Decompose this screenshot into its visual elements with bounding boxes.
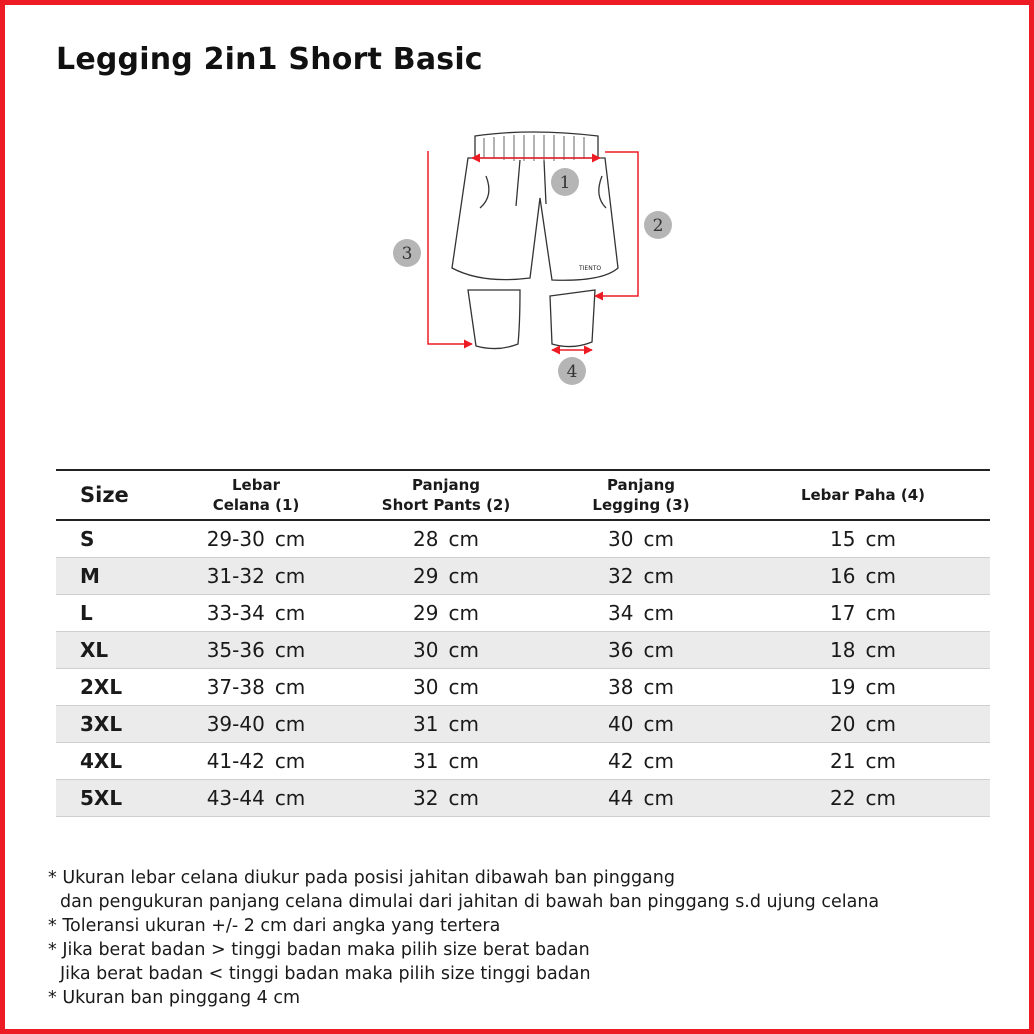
cell-lebar-celana — [166, 669, 346, 706]
measurement-value: 34 — [608, 601, 634, 625]
measurement-value: 16 — [830, 564, 856, 588]
note-line: Jika berat badan < tinggi badan maka pilih size tinggi badan — [60, 964, 591, 984]
cell-lebar-paha — [736, 780, 990, 817]
cell-size: 2XL — [56, 669, 166, 706]
cell-lebar-paha — [736, 743, 990, 780]
note-line: * Ukuran ban pinggang 4 cm — [48, 988, 300, 1008]
unit-label: cm — [274, 601, 306, 625]
measurement-marker-1 — [551, 168, 579, 196]
unit-label: cm — [865, 564, 896, 588]
shorts-measurement-diagram — [380, 118, 680, 398]
shorts-outline — [452, 132, 618, 349]
cell-panjang-legging — [546, 632, 736, 669]
cell-size: 3XL — [56, 706, 166, 743]
unit-label: cm — [448, 564, 479, 588]
cell-size: 5XL — [56, 780, 166, 817]
unit-label: cm — [274, 675, 306, 699]
cell-panjang-short-pants — [346, 595, 546, 632]
measurement-value: 18 — [830, 638, 856, 662]
measurement-value: 30 — [608, 527, 634, 551]
measurement-value: 36 — [608, 638, 634, 662]
table-row — [56, 706, 990, 743]
table-row — [56, 558, 990, 595]
note-line: * Toleransi ukuran +/- 2 cm dari angka yang tertera — [48, 916, 501, 936]
measurement-value: 32 — [413, 786, 439, 810]
note-line: * Jika berat badan > tinggi badan maka pilih size berat badan — [48, 940, 590, 960]
size-chart-table — [56, 469, 990, 817]
cell-lebar-celana — [166, 632, 346, 669]
measurement-value: 35-36 — [206, 638, 265, 662]
cell-lebar-paha — [736, 669, 990, 706]
measurement-value: 41-42 — [206, 749, 265, 773]
measurement-value: 39-40 — [206, 712, 265, 736]
unit-label: cm — [643, 527, 674, 551]
unit-label: cm — [865, 527, 896, 551]
cell-panjang-legging — [546, 706, 736, 743]
measurement-value: 43-44 — [206, 786, 265, 810]
measurement-value: 31 — [413, 712, 439, 736]
cell-lebar-paha — [736, 595, 990, 632]
measurement-value: 21 — [830, 749, 856, 773]
unit-label: cm — [643, 564, 674, 588]
unit-label: cm — [274, 638, 306, 662]
unit-label: cm — [448, 675, 479, 699]
cell-panjang-short-pants — [346, 669, 546, 706]
cell-lebar-celana — [166, 706, 346, 743]
unit-label: cm — [274, 564, 306, 588]
unit-label: cm — [643, 601, 674, 625]
measurement-value: 32 — [608, 564, 634, 588]
measurement-value: 31 — [413, 749, 439, 773]
cell-lebar-celana — [166, 595, 346, 632]
cell-panjang-short-pants — [346, 632, 546, 669]
measurement-value: 38 — [608, 675, 634, 699]
cell-panjang-legging — [546, 595, 736, 632]
cell-size: XL — [56, 632, 166, 669]
note-line: dan pengukuran panjang celana dimulai dari jahitan di bawah ban pinggang s.d ujung celana — [60, 892, 880, 912]
svg-text:1: 1 — [559, 173, 571, 193]
measurement-value: 29 — [413, 601, 439, 625]
measurement-value: 19 — [830, 675, 856, 699]
cell-size: M — [56, 558, 166, 595]
cell-panjang-legging — [546, 520, 736, 558]
measurement-value: 30 — [413, 675, 439, 699]
svg-text:3: 3 — [401, 244, 413, 264]
measurement-value: 28 — [413, 527, 439, 551]
unit-label: cm — [274, 786, 306, 810]
header-panjang-legging: Panjang Legging (3) — [546, 470, 736, 520]
note-line: * Ukuran lebar celana diukur pada posisi jahitan dibawah ban pinggang — [48, 868, 675, 888]
table-row — [56, 669, 990, 706]
cell-panjang-short-pants — [346, 743, 546, 780]
unit-label: cm — [448, 638, 479, 662]
unit-label: cm — [865, 786, 896, 810]
table-row — [56, 780, 990, 817]
cell-size: 4XL — [56, 743, 166, 780]
measurement-value: 15 — [830, 527, 856, 551]
cell-lebar-celana — [166, 520, 346, 558]
cell-panjang-short-pants — [346, 780, 546, 817]
measurement-value: 17 — [830, 601, 856, 625]
measurement-value: 29-30 — [206, 527, 265, 551]
table-row — [56, 743, 990, 780]
size-notes — [48, 866, 1008, 1010]
unit-label: cm — [865, 749, 896, 773]
header-lebar-paha: Lebar Paha (4) — [736, 470, 990, 520]
cell-panjang-short-pants — [346, 558, 546, 595]
table-row — [56, 632, 990, 669]
unit-label: cm — [865, 601, 896, 625]
unit-label: cm — [448, 712, 479, 736]
unit-label: cm — [643, 712, 674, 736]
unit-label: cm — [643, 786, 674, 810]
unit-label: cm — [448, 527, 479, 551]
measurement-value: 31-32 — [206, 564, 265, 588]
measurement-value: 42 — [608, 749, 634, 773]
measurement-value: 20 — [830, 712, 856, 736]
page-title: Legging 2in1 Short Basic — [56, 42, 483, 77]
unit-label: cm — [274, 749, 306, 773]
unit-label: cm — [643, 675, 674, 699]
measurement-value: 29 — [413, 564, 439, 588]
cell-panjang-legging — [546, 669, 736, 706]
brand-logo-text: TIENTO — [579, 265, 602, 272]
cell-size: S — [56, 520, 166, 558]
header-panjang-short-pants: Panjang Short Pants (2) — [346, 470, 546, 520]
cell-panjang-short-pants — [346, 520, 546, 558]
cell-lebar-celana — [166, 780, 346, 817]
cell-lebar-celana — [166, 558, 346, 595]
unit-label: cm — [865, 638, 896, 662]
unit-label: cm — [448, 786, 479, 810]
svg-text:2: 2 — [652, 216, 664, 236]
svg-text:4: 4 — [566, 362, 578, 382]
measurement-value: 22 — [830, 786, 856, 810]
cell-panjang-legging — [546, 558, 736, 595]
measurement-value: 40 — [608, 712, 634, 736]
cell-lebar-paha — [736, 632, 990, 669]
table-row — [56, 520, 990, 558]
unit-label: cm — [448, 601, 479, 625]
unit-label: cm — [448, 749, 479, 773]
cell-panjang-legging — [546, 743, 736, 780]
unit-label: cm — [643, 638, 674, 662]
cell-lebar-paha — [736, 558, 990, 595]
cell-size: L — [56, 595, 166, 632]
measurement-value: 30 — [413, 638, 439, 662]
cell-lebar-celana — [166, 743, 346, 780]
cell-lebar-paha — [736, 520, 990, 558]
unit-label: cm — [865, 675, 896, 699]
unit-label: cm — [643, 749, 674, 773]
unit-label: cm — [865, 712, 896, 736]
cell-panjang-legging — [546, 780, 736, 817]
header-lebar-celana: Lebar Celana (1) — [166, 470, 346, 520]
cell-lebar-paha — [736, 706, 990, 743]
table-row — [56, 595, 990, 632]
measurement-value: 37-38 — [206, 675, 265, 699]
unit-label: cm — [274, 527, 306, 551]
measurement-marker-4 — [558, 357, 586, 385]
measurement-value: 33-34 — [206, 601, 265, 625]
measurement-value: 44 — [608, 786, 634, 810]
cell-panjang-short-pants — [346, 706, 546, 743]
unit-label: cm — [274, 712, 306, 736]
measurement-marker-3 — [393, 239, 421, 267]
header-size: Size — [56, 470, 166, 520]
table-header-row — [56, 470, 990, 520]
measurement-marker-2 — [644, 211, 672, 239]
